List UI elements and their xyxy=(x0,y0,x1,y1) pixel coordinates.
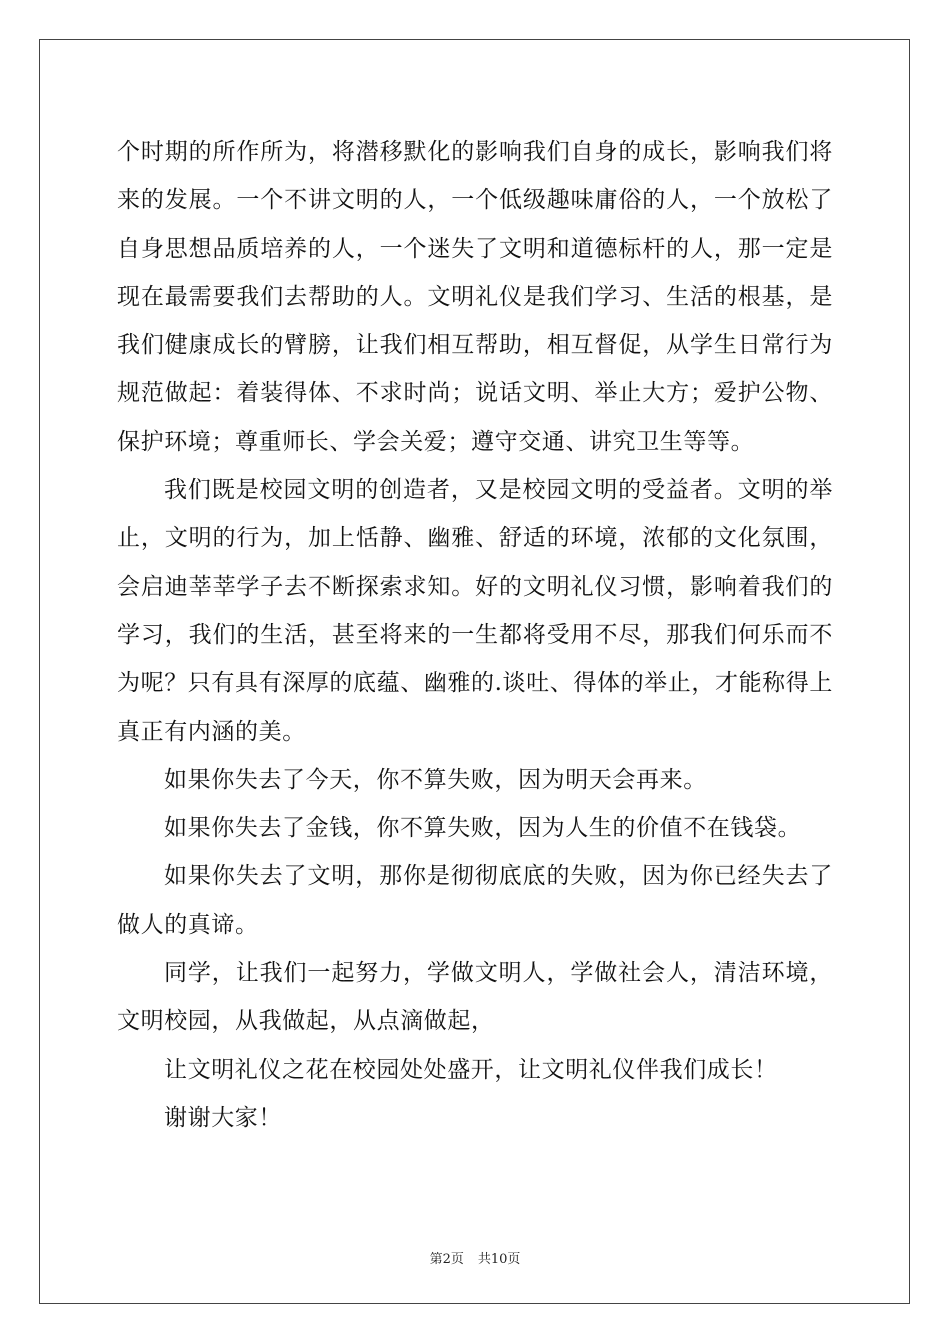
paragraph-1: 个时期的所作所为，将潜移默化的影响我们自身的成长，影响我们将来的发展。一个不讲文明的人，一个低级趣味庸俗的人，一个放松了自身思想品质培养的人，一个迷失了文明和道德标杆的人，那一定是现在最需要我们去帮助的人。文明礼仪是我们学习、生活的根基，是我们健康成长的臂膀，让我们相互帮助，相互督促，从学生日常行为规范做起：着装得体、不求时尚；说话文明、举止大方；爱护公物、保护环境；尊重师长、学会关爱；遵守交通、讲究卫生等等。 xyxy=(117,139,833,455)
page-footer xyxy=(0,1248,950,1267)
paragraph-5: 如果你失去了文明，那你是彻彻底底的失败，因为你已经失去了做人的真谛。 xyxy=(117,863,833,938)
total-page-count: 共10页 xyxy=(477,1252,521,1267)
paragraph-6: 同学，让我们一起努力，学做文明人，学做社会人，清洁环境，文明校园，从我做起，从点滴做起， xyxy=(117,960,833,1035)
paragraph-8: 谢谢大家！ xyxy=(164,1104,282,1131)
paragraph-4: 如果你失去了金钱，你不算失败，因为人生的价值不在钱袋。 xyxy=(164,815,802,842)
paragraph-2: 我们既是校园文明的创造者，又是校园文明的受益者。文明的举止，文明的行为，加上恬静、幽雅、舒适的环境，浓郁的文化氛围，会启迪莘莘学子去不断探索求知。好的文明礼仪习惯，影响着我们的学习，我们的生活，甚至将来的一生都将受用不尽，那我们何乐而不为呢？只有具有深厚的底蕴、幽雅的.谈吐、得体的举止，才能称得上真正有内涵的美。 xyxy=(117,477,833,745)
paragraph-7: 让文明礼仪之花在校园处处盛开，让文明礼仪伴我们成长！ xyxy=(164,1056,778,1083)
current-page-number: 第2页 xyxy=(429,1252,464,1267)
document-body xyxy=(117,128,833,1142)
paragraph-3: 如果你失去了今天，你不算失败，因为明天会再来。 xyxy=(164,766,707,793)
